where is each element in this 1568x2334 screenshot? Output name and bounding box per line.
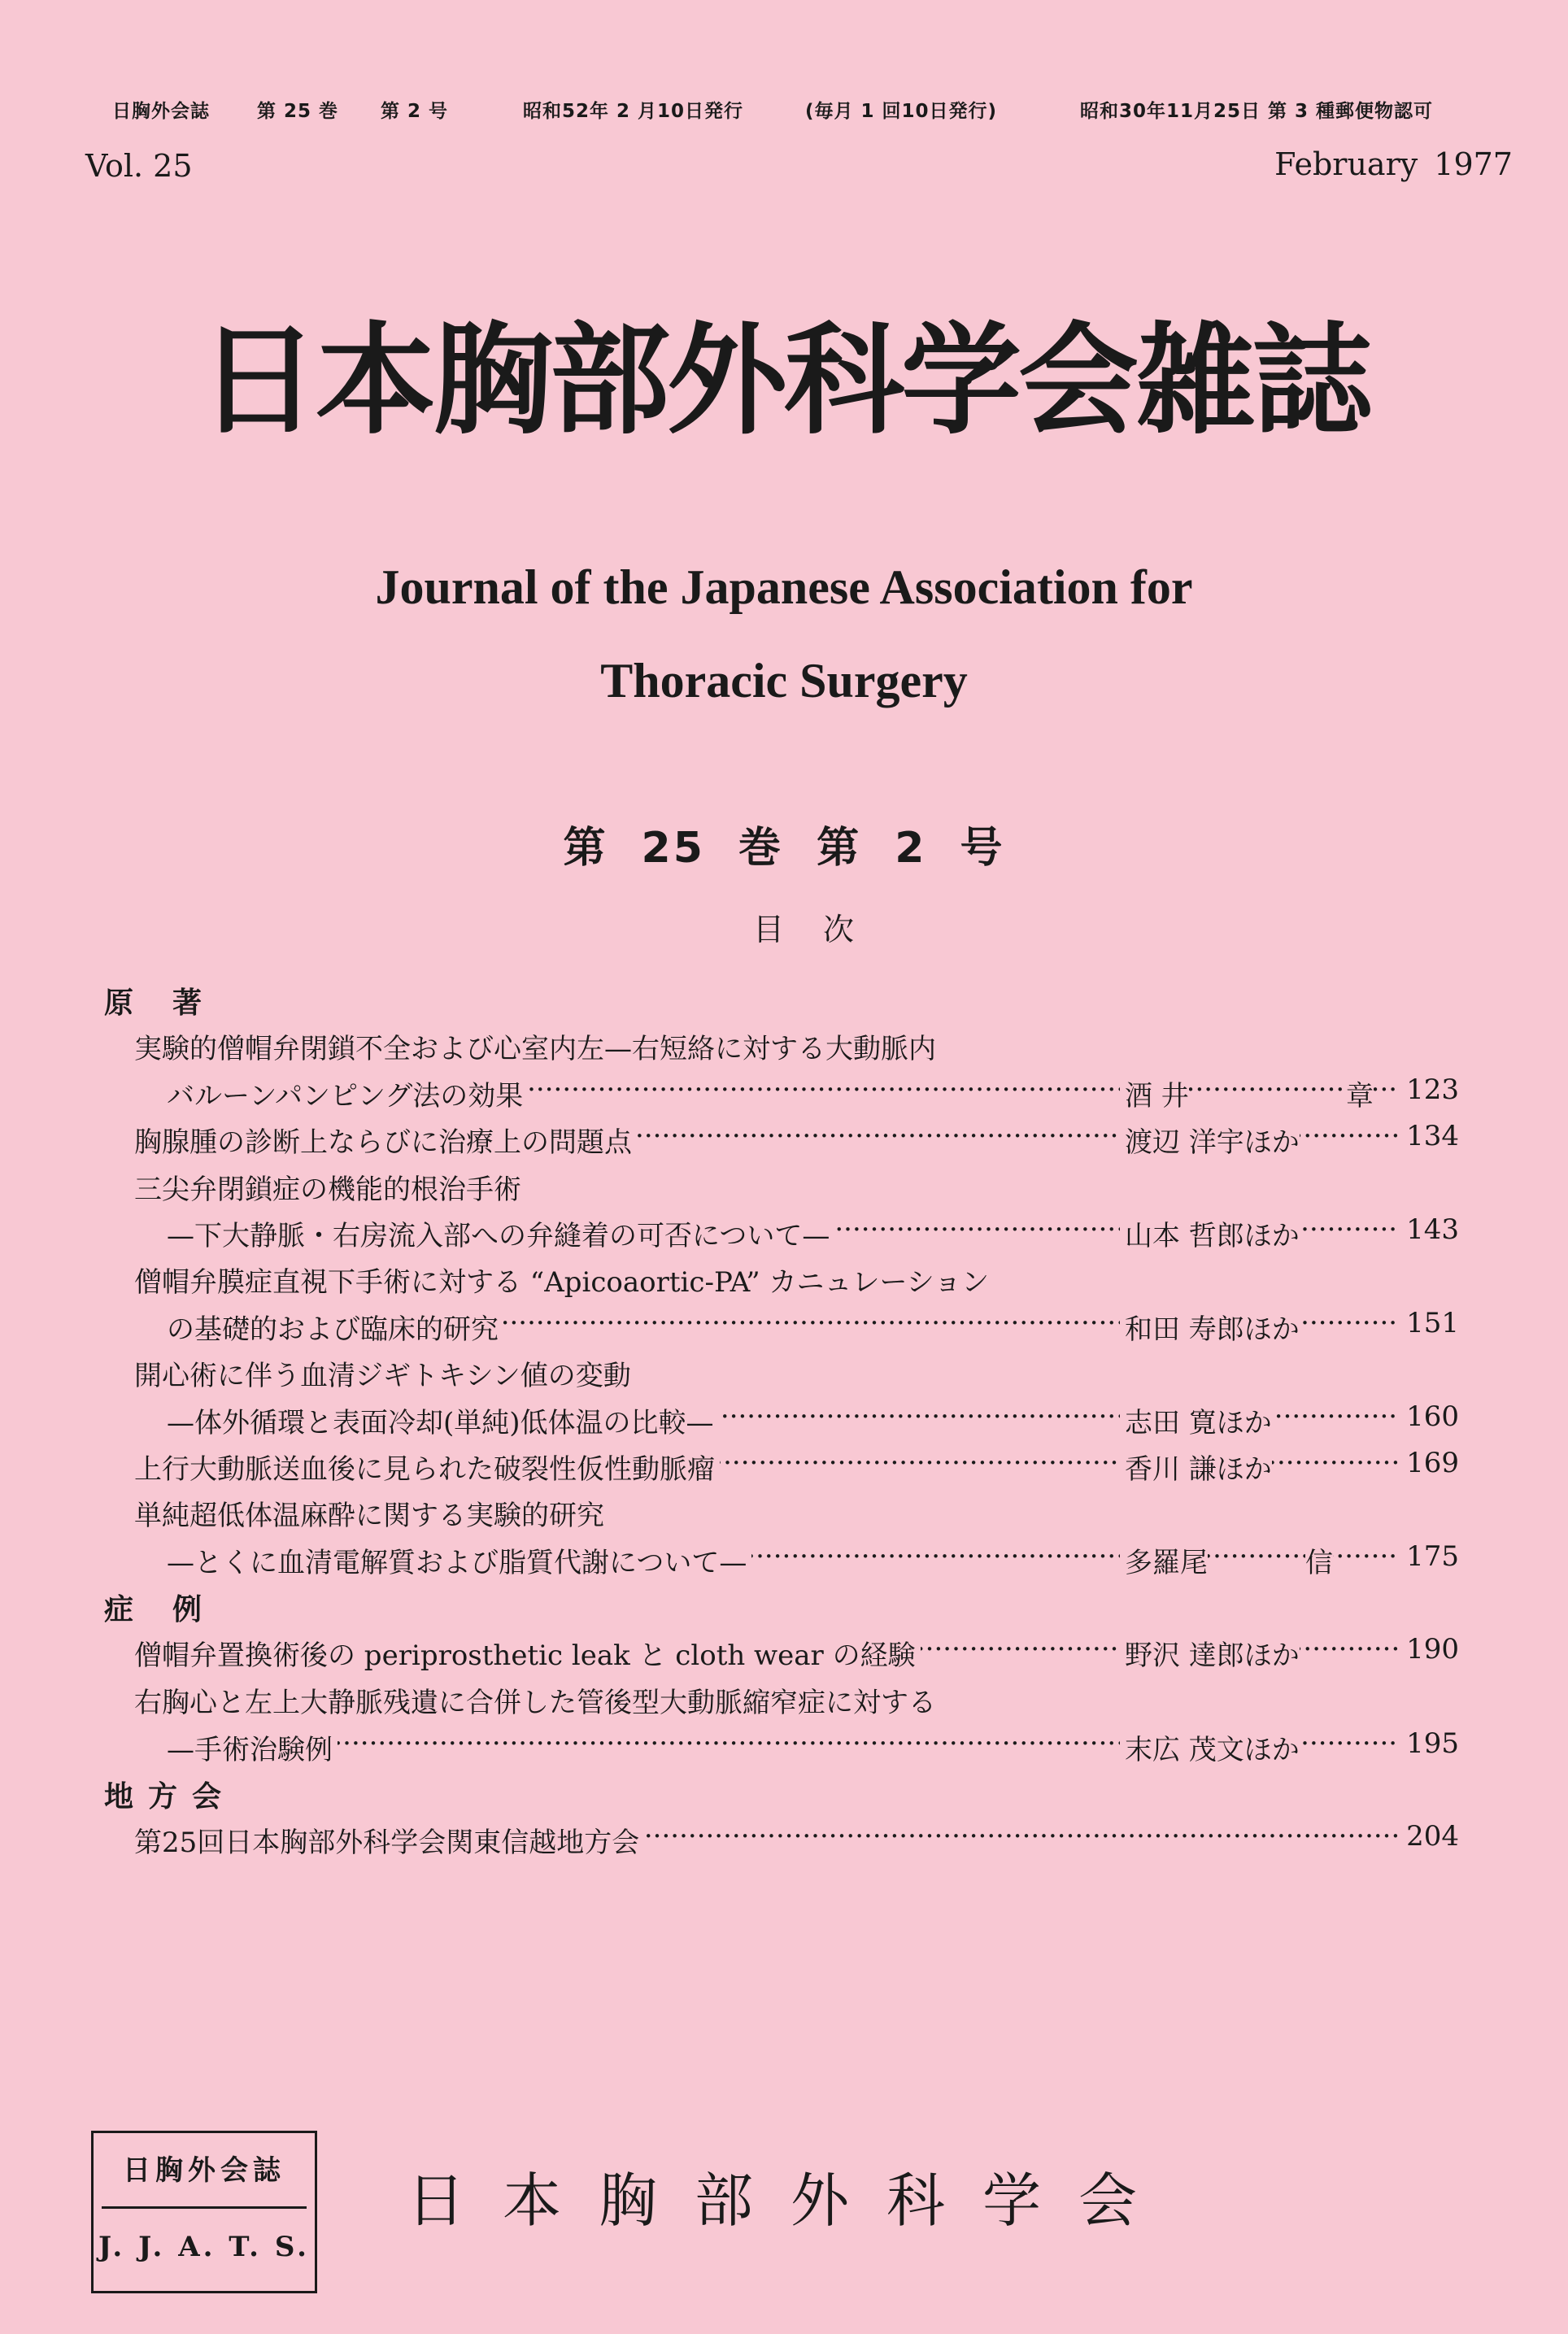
- toc-entry-4-line1[interactable]: 僧帽弁膜症直視下手術に対する “Apicoaortic-PA” カニュレーション: [134, 1266, 990, 1299]
- toc-entry-5-line1[interactable]: 開心術に伴う血清ジギトキシン値の変動: [134, 1360, 631, 1392]
- issue-label: 第 25 巻 第 2 号: [563, 824, 1005, 873]
- toc-entry-7-line1[interactable]: 単純超低体温麻酔に関する実験的研究: [134, 1500, 604, 1532]
- toc-entry-6[interactable]: [134, 1447, 1459, 1487]
- journal-title-en-line2: Thoracic Surgery: [600, 654, 968, 708]
- toc-entry-page: 190: [1400, 1633, 1459, 1666]
- header-registration: 昭和30年11月25日 第 3 種郵便物認可: [1080, 101, 1434, 122]
- toc-entry-page: 160: [1400, 1400, 1459, 1433]
- header-number: 第 2 号: [381, 101, 449, 122]
- section-regional: 地方会: [104, 1780, 237, 1814]
- date-en: February 1977: [1274, 146, 1513, 182]
- header-abbrev: 日胸外会誌: [112, 101, 210, 122]
- header-issue-date: 昭和52年 2 月10日発行: [523, 101, 744, 122]
- toc-entry-title: の基礎的および臨床的研究: [167, 1307, 503, 1347]
- toc-entry-author: 野沢 達郎ほか: [1120, 1633, 1300, 1673]
- toc-entry-author: 信: [1305, 1540, 1333, 1580]
- toc-entry-7-line2[interactable]: [167, 1540, 1459, 1581]
- toc-entry-author: 香川 謙ほか: [1120, 1447, 1272, 1487]
- toc-entry-1-line1[interactable]: 実験的僧帽弁閉鎖不全および心室内左—右短絡に対する大動脈内: [134, 1033, 936, 1065]
- journal-title-en-line1: Journal of the Japanese Association for: [375, 560, 1193, 614]
- toc-entry-page: 169: [1400, 1447, 1459, 1479]
- toc-entry-2[interactable]: [134, 1120, 1459, 1160]
- stamp-divider: [102, 2206, 307, 2209]
- toc-entry-page: 195: [1400, 1727, 1459, 1760]
- toc-entry-page: 151: [1400, 1307, 1459, 1339]
- toc-entry-title: —体外循環と表面冷却(単純)低体温の比較—: [167, 1400, 719, 1440]
- toc-entry-1-line2[interactable]: [167, 1073, 1459, 1114]
- toc-entry-3-line1[interactable]: 三尖弁閉鎖症の機能的根治手術: [134, 1174, 521, 1206]
- toc-entry-title: —手術治験例: [167, 1727, 338, 1767]
- stamp-ja: 日胸外会誌: [123, 2154, 285, 2187]
- toc-entry-author: 山本 哲郎ほか: [1120, 1213, 1300, 1253]
- toc-entry-page: 134: [1400, 1120, 1459, 1152]
- volume-en: Vol. 25: [85, 148, 193, 184]
- toc-entry-page: 143: [1400, 1213, 1459, 1246]
- toc-entry-title: 胸腺腫の診断上ならびに治療上の問題点: [134, 1120, 637, 1160]
- toc-entry-page: 175: [1400, 1540, 1459, 1573]
- toc-entry-author: 志田 寛ほか: [1120, 1400, 1272, 1440]
- section-original: 原著: [104, 986, 242, 1020]
- toc-entry-page: 204: [1400, 1820, 1459, 1853]
- journal-title-ja: 日本胸部外科学会雑誌: [198, 311, 1370, 451]
- toc-entry-title: 第25回日本胸部外科学会関東信越地方会: [134, 1820, 644, 1860]
- toc-case-1[interactable]: [134, 1633, 1459, 1674]
- toc-entry-5-line2[interactable]: [167, 1400, 1459, 1441]
- publisher-name: 日本胸部外科学会: [407, 2166, 1175, 2235]
- toc-entry-3-line2[interactable]: [167, 1213, 1459, 1254]
- toc-entry-author: 末広 茂文ほか: [1120, 1727, 1300, 1767]
- toc-entry-author: 章: [1346, 1073, 1374, 1113]
- toc-entry-author: 和田 寿郎ほか: [1120, 1307, 1300, 1347]
- header-frequency: (毎月 1 回10日発行): [805, 101, 998, 122]
- toc-entry-author: 渡辺 洋宇ほか: [1120, 1120, 1300, 1160]
- toc-entry-title: 上行大動脈送血後に見られた破裂性仮性動脈瘤: [134, 1447, 720, 1487]
- toc-entry-author: 酒 井: [1120, 1073, 1189, 1113]
- abbreviation-stamp: [91, 2131, 317, 2293]
- toc-case-2-line1[interactable]: 右胸心と左上大静脈残遺に合併した管後型大動脈縮窄症に対する: [134, 1687, 936, 1719]
- toc-entry-page: 123: [1400, 1073, 1459, 1106]
- toc-regional-1[interactable]: [134, 1820, 1459, 1861]
- toc-entry-4-line2[interactable]: [167, 1307, 1459, 1348]
- header-volume: 第 25 巻: [257, 101, 339, 122]
- toc-entry-author: 多羅尾: [1120, 1540, 1208, 1580]
- stamp-en: J. J. A. T. S.: [98, 2231, 311, 2263]
- toc-case-2-line2[interactable]: [167, 1727, 1459, 1768]
- toc-entry-title: バルーンパンピング法の効果: [167, 1073, 528, 1113]
- toc-entry-title: —下大静脈・右房流入部への弁縫着の可否について—: [167, 1213, 834, 1253]
- toc-heading: 目次: [752, 912, 893, 947]
- toc-entry-title: —とくに血清電解質および脂質代謝について—: [167, 1540, 751, 1580]
- toc-entry-title: 僧帽弁置換術後の periprosthetic leak と cloth wear の経験: [134, 1633, 921, 1673]
- section-cases: 症例: [104, 1593, 242, 1626]
